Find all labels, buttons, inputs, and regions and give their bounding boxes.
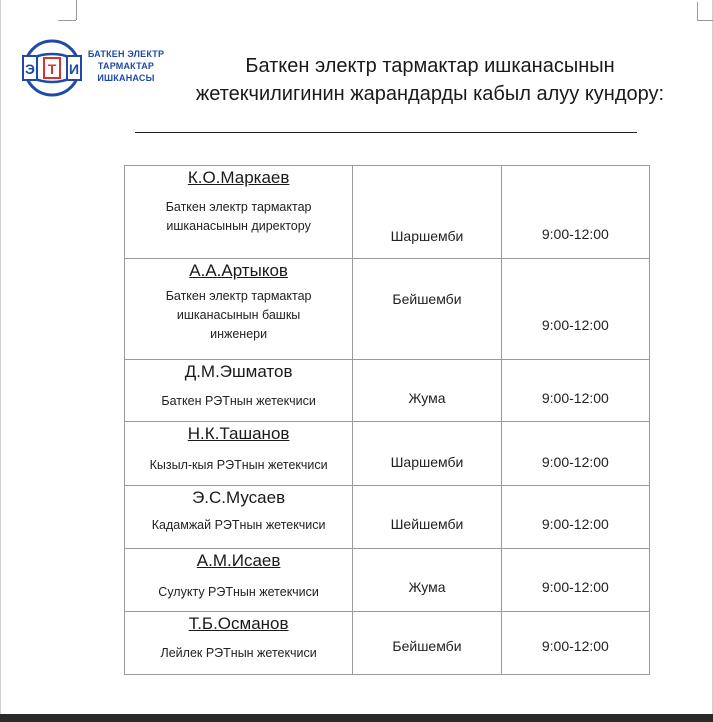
reception-day: Бейшемби [392, 638, 462, 654]
logo-mark-icon [20, 38, 84, 98]
official-cell [125, 422, 353, 486]
role-line: Кадамжай РЭТнын жетекчиси [151, 518, 326, 532]
official-name: Э.С.Мусаев [192, 488, 286, 507]
role-line: Кызыл-кыя РЭТнын жетекчиси [149, 458, 328, 472]
official-role [125, 644, 352, 663]
official-name: А.М.Исаев [196, 551, 281, 570]
official-name: Т.Б.Османов [188, 614, 289, 633]
official-name: А.А.Артыков [189, 261, 288, 280]
official-name: К.О.Маркаев [187, 168, 290, 187]
bottom-edge-bar [0, 714, 713, 722]
logo-text [86, 48, 166, 84]
crop-mark-top-right-horizontal [697, 20, 713, 21]
table-row [125, 259, 650, 360]
reception-time: 9:00-12:00 [541, 579, 609, 595]
reception-day: Шейшемби [390, 516, 464, 532]
reception-time: 9:00-12:00 [541, 317, 609, 333]
reception-day: Шаршемби [390, 228, 464, 244]
logo-text-line: БАТКЕН ЭЛЕКТР [87, 49, 165, 59]
reception-time-cell [501, 486, 649, 549]
role-line: Сулукту РЭТнын жетекчиси [158, 585, 319, 599]
role-line: ишканасынын башкы [176, 308, 301, 322]
title-underline-divider [135, 132, 637, 133]
official-cell [125, 612, 353, 675]
official-cell [125, 549, 353, 612]
table-row [125, 422, 650, 486]
role-line: Баткен электр тармактар [165, 289, 312, 303]
official-role [125, 198, 352, 236]
crop-mark-top-left [58, 2, 76, 21]
official-name: Н.К.Ташанов [187, 424, 290, 443]
reception-day-cell [353, 612, 502, 675]
reception-day: Жума [408, 390, 446, 406]
official-role [125, 456, 352, 475]
official-role [125, 287, 352, 344]
reception-time: 9:00-12:00 [541, 226, 609, 242]
reception-day: Бейшемби [392, 291, 462, 307]
table-row [125, 360, 650, 422]
logo-letter-1: Э [25, 61, 35, 77]
role-line: Баткен электр тармактар [165, 200, 312, 214]
logo-letter-3: И [68, 61, 80, 77]
role-line: инженери [210, 327, 268, 341]
official-cell [125, 259, 353, 360]
reception-time: 9:00-12:00 [541, 390, 609, 406]
reception-day-cell [353, 422, 502, 486]
reception-time: 9:00-12:00 [541, 516, 609, 532]
logo-text-line: ИШКАНАСЫ [97, 73, 155, 83]
reception-time-cell [501, 360, 649, 422]
reception-time-cell [501, 166, 649, 259]
crop-mark-top-right [697, 2, 698, 20]
page-title [180, 52, 680, 108]
reception-time-cell [501, 612, 649, 675]
reception-time: 9:00-12:00 [541, 454, 609, 470]
table-row [125, 549, 650, 612]
role-line: ишканасынын директору [166, 219, 311, 233]
reception-day-cell [353, 166, 502, 259]
reception-schedule-table [124, 165, 650, 675]
role-line: Лейлек РЭТнын жетекчиси [160, 646, 317, 660]
reception-day-cell [353, 486, 502, 549]
reception-day: Шаршемби [390, 454, 464, 470]
table-row [125, 612, 650, 675]
reception-time: 9:00-12:00 [541, 638, 609, 654]
title-line-2: жетекчилигинин жарандарды кабыл алуу кундору: [195, 83, 665, 105]
reception-time-cell [501, 422, 649, 486]
official-role [125, 392, 352, 411]
table-row [125, 486, 650, 549]
official-cell [125, 360, 353, 422]
reception-day-cell [353, 549, 502, 612]
official-name: Д.М.Эшматов [184, 362, 293, 381]
table-row [125, 166, 650, 259]
reception-time-cell [501, 259, 649, 360]
reception-day-cell [353, 259, 502, 360]
official-role [125, 583, 352, 602]
reception-day-cell [353, 360, 502, 422]
company-logo [20, 38, 165, 100]
crop-mark-top-left-vertical [76, 0, 77, 20]
logo-text-line: ТАРМАКТАР [97, 61, 155, 71]
official-role [125, 516, 352, 535]
official-cell [125, 166, 353, 259]
role-line: Баткен РЭТнын жетекчиси [161, 394, 316, 408]
official-cell [125, 486, 353, 549]
logo-letter-2: Т [47, 61, 57, 77]
title-line-1: Баткен электр тармактар ишканасынын [245, 55, 615, 77]
reception-time-cell [501, 549, 649, 612]
reception-day: Жума [408, 579, 446, 595]
